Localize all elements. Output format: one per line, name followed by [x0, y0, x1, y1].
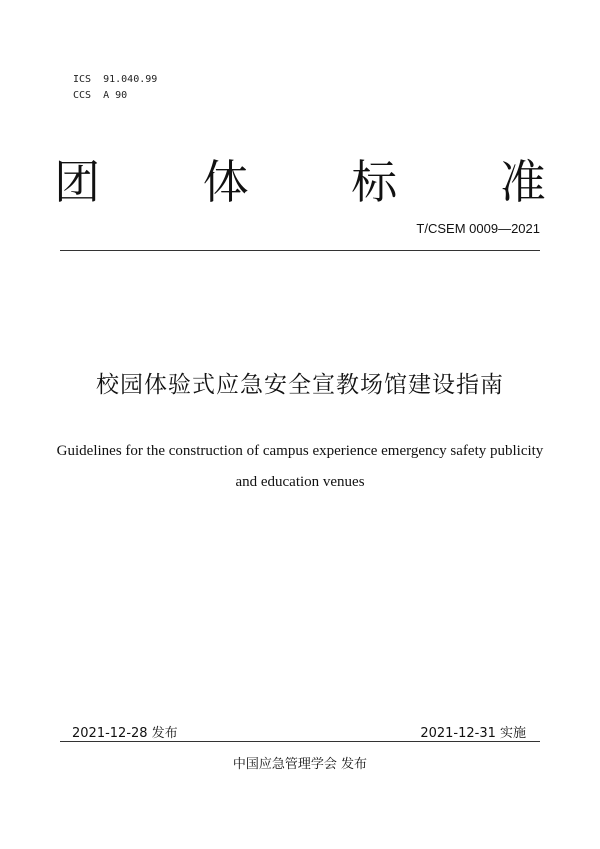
- english-title-line-1: Guidelines for the construction of campus experience emergency safety publicity: [56, 443, 544, 459]
- classification-codes: [73, 72, 157, 104]
- document-title-chinese: 校园体验式应急安全宣教场馆建设指南: [96, 372, 504, 398]
- top-divider: [60, 250, 540, 251]
- english-title-line-2: and education venues: [235, 474, 365, 490]
- ics-code: ICS 91.040.99: [73, 74, 158, 85]
- effective-date: 2021-12-31 实施: [420, 726, 526, 741]
- issue-date: 2021-12-28 发布: [72, 726, 178, 741]
- ccs-code: CCS A 90: [73, 90, 128, 101]
- bottom-divider: [60, 741, 540, 742]
- publisher: 中国应急管理学会 发布: [232, 757, 368, 772]
- standard-number: T/CSEM 0009—2021: [416, 221, 540, 236]
- document-title-english: [40, 436, 560, 498]
- standard-type-heading: 团 体 标 准: [54, 155, 590, 209]
